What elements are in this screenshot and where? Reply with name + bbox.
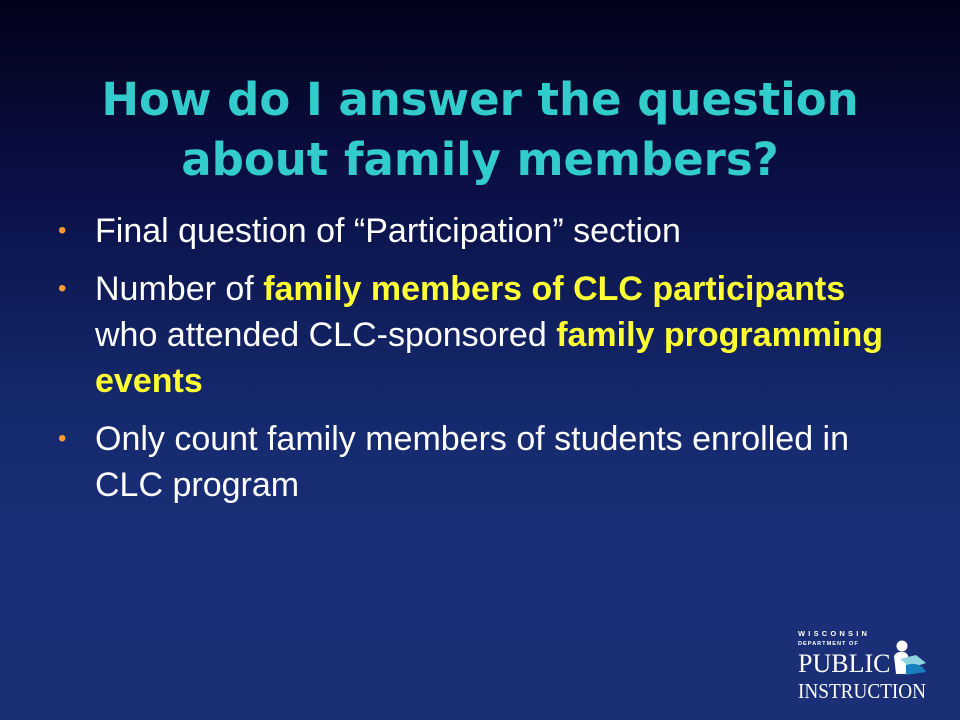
bullet-marker-icon: • xyxy=(58,425,67,452)
bullet-text: Final question of “Participation” section xyxy=(95,212,681,250)
bullet-text: Number of xyxy=(95,270,264,308)
title-line-2: about family members? xyxy=(181,133,779,186)
logo-line-2: DEPARTMENT OF xyxy=(798,641,859,647)
bullet-item xyxy=(58,208,898,254)
bullet-text: who attended CLC-sponsored xyxy=(95,316,557,354)
bullet-highlight: family programming events xyxy=(95,316,884,400)
bullet-highlight: family members of CLC participants xyxy=(263,270,846,308)
slide-title xyxy=(40,70,920,190)
logo-line-4: INSTRUCTION xyxy=(798,679,926,703)
logo-line-3: PUBLIC xyxy=(798,649,891,678)
bullet-marker-icon: • xyxy=(58,275,67,302)
dpi-logo xyxy=(796,628,936,704)
bullet-item xyxy=(58,266,898,404)
bullet-item xyxy=(58,416,898,508)
bullet-text: Only count family members of students enrolled in CLC program xyxy=(95,420,850,504)
child-reading-icon xyxy=(894,641,926,676)
logo-line-1: WISCONSIN xyxy=(798,629,871,638)
bullet-marker-icon: • xyxy=(58,217,67,244)
bullet-list xyxy=(58,208,898,520)
title-line-1: How do I answer the question xyxy=(101,73,859,126)
